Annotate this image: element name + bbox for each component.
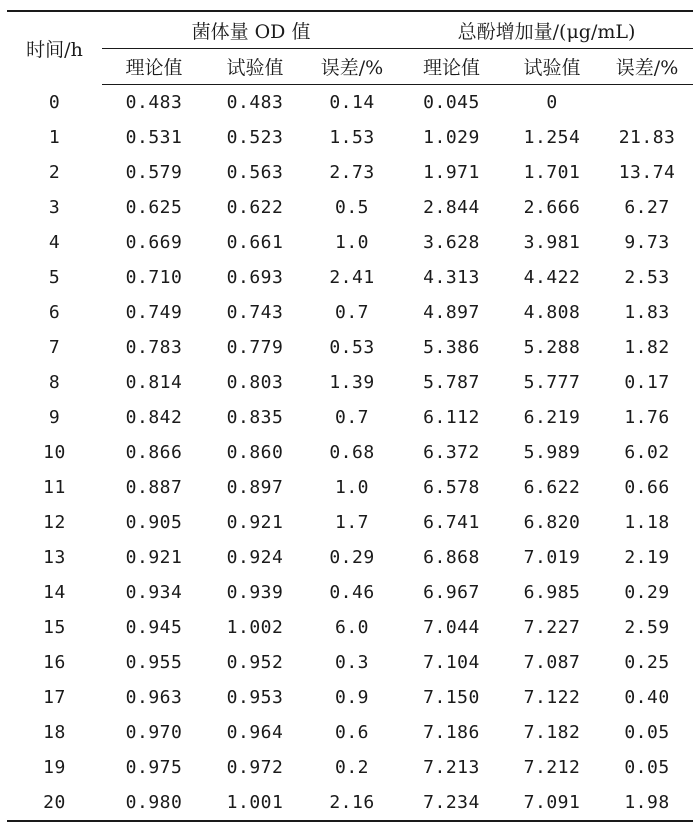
- time-cell: 6: [48, 302, 61, 323]
- phenol-theoretical-cell: 7.213: [423, 757, 480, 778]
- od-error-cell: 0.14: [329, 92, 375, 113]
- phenol-error-cell: 1.18: [624, 512, 670, 533]
- phenol-error-cell: 0.40: [624, 687, 670, 708]
- phenol-theoretical-cell: 7.104: [423, 652, 480, 673]
- phenol-error-header: 误差/%: [601, 49, 693, 85]
- time-cell: 4: [48, 232, 61, 253]
- phenol-error-cell: 0.17: [624, 372, 670, 393]
- table-row: [7, 155, 693, 190]
- time-cell: 15: [43, 617, 66, 638]
- od-theoretical-cell: 0.783: [125, 337, 183, 358]
- time-cell: 7: [48, 337, 61, 358]
- phenol-theoretical-cell: 1.029: [423, 127, 480, 148]
- od-error-cell: 1.53: [329, 127, 375, 148]
- phenol-experimental-cell: 1.254: [523, 127, 581, 148]
- time-cell: 19: [43, 757, 66, 778]
- time-column-header: 时间/h: [26, 38, 83, 61]
- table-row: [7, 470, 693, 505]
- table-row: [7, 575, 693, 610]
- phenol-error-cell: 9.73: [624, 232, 670, 253]
- od-error-cell: 2.16: [329, 792, 375, 813]
- table-row: [7, 190, 693, 225]
- od-theoretical-cell: 0.866: [125, 442, 183, 463]
- od-error-cell: 0.7: [335, 302, 370, 323]
- od-experimental-cell: 0.835: [226, 407, 284, 428]
- table-row: [7, 260, 693, 295]
- phenol-theoretical-cell: 6.578: [423, 477, 480, 498]
- od-experimental-cell: 0.952: [226, 652, 284, 673]
- od-theoretical-cell: 0.842: [125, 407, 183, 428]
- phenol-error-cell: 1.83: [624, 302, 670, 323]
- phenol-experimental-cell: 7.019: [523, 547, 581, 568]
- time-cell: 20: [43, 792, 66, 813]
- table-row: [7, 750, 693, 785]
- phenol-theoretical-cell: 7.186: [423, 722, 480, 743]
- table-row: [7, 225, 693, 260]
- phenol-experimental-cell: 7.182: [523, 722, 581, 743]
- od-error-cell: 1.0: [335, 477, 370, 498]
- od-error-cell: 0.9: [335, 687, 370, 708]
- phenol-experimental-header: 试验值: [503, 49, 601, 85]
- od-theoretical-cell: 0.579: [125, 162, 183, 183]
- time-cell: 8: [48, 372, 61, 393]
- phenol-theoretical-cell: 7.234: [423, 792, 480, 813]
- time-cell: 11: [43, 477, 66, 498]
- time-cell: 5: [48, 267, 61, 288]
- phenol-experimental-cell: 0: [546, 92, 558, 113]
- phenol-experimental-cell: 6.219: [523, 407, 581, 428]
- od-error-cell: 1.7: [335, 512, 370, 533]
- table-row: [7, 505, 693, 540]
- time-cell: 12: [43, 512, 66, 533]
- table-row: [7, 715, 693, 750]
- od-experimental-cell: 0.693: [226, 267, 284, 288]
- table-row: [7, 365, 693, 400]
- table-body: [7, 85, 693, 822]
- od-experimental-cell: 0.897: [226, 477, 284, 498]
- od-experimental-cell: 0.924: [226, 547, 284, 568]
- od-theoretical-cell: 0.905: [125, 512, 183, 533]
- od-theoretical-cell: 0.945: [125, 617, 183, 638]
- time-cell: 10: [43, 442, 66, 463]
- phenol-experimental-cell: 4.422: [523, 267, 581, 288]
- table-row: [7, 295, 693, 330]
- od-error-cell: 1.39: [329, 372, 375, 393]
- od-experimental-cell: 0.803: [226, 372, 284, 393]
- od-experimental-cell: 1.001: [226, 792, 284, 813]
- phenol-experimental-cell: 3.981: [523, 232, 581, 253]
- table-row: [7, 785, 693, 821]
- od-experimental-cell: 0.953: [226, 687, 284, 708]
- time-cell: 13: [43, 547, 66, 568]
- phenol-experimental-cell: 6.820: [523, 512, 581, 533]
- phenol-error-cell: 6.02: [624, 442, 670, 463]
- od-theoretical-cell: 0.669: [125, 232, 183, 253]
- od-theoretical-cell: 0.531: [125, 127, 183, 148]
- od-error-cell: 0.6: [335, 722, 370, 743]
- od-theoretical-cell: 0.934: [125, 582, 183, 603]
- od-error-cell: 0.7: [335, 407, 370, 428]
- od-theoretical-cell: 0.483: [125, 92, 183, 113]
- od-experimental-cell: 0.964: [226, 722, 284, 743]
- table-row: [7, 680, 693, 715]
- phenol-theoretical-cell: 2.844: [423, 197, 480, 218]
- od-experimental-cell: 1.002: [226, 617, 284, 638]
- phenol-experimental-cell: 7.212: [523, 757, 581, 778]
- phenol-theoretical-cell: 5.386: [423, 337, 480, 358]
- table-row: [7, 400, 693, 435]
- phenol-error-cell: 21.83: [618, 127, 676, 148]
- phenol-experimental-cell: 7.087: [523, 652, 581, 673]
- phenol-error-cell: 2.59: [624, 617, 670, 638]
- table-row: [7, 85, 693, 121]
- table-row: [7, 330, 693, 365]
- phenol-experimental-cell: 2.666: [523, 197, 581, 218]
- phenol-experimental-cell: 5.777: [523, 372, 581, 393]
- od-error-cell: 2.41: [329, 267, 375, 288]
- phenol-theoretical-cell: 6.741: [423, 512, 480, 533]
- od-experimental-cell: 0.939: [226, 582, 284, 603]
- phenol-error-cell: 0.66: [624, 477, 670, 498]
- od-error-cell: 0.3: [335, 652, 370, 673]
- od-experimental-cell: 0.483: [226, 92, 284, 113]
- od-error-cell: 6.0: [335, 617, 370, 638]
- phenol-experimental-cell: 7.122: [523, 687, 581, 708]
- time-cell: 9: [48, 407, 61, 428]
- phenol-error-cell: 1.82: [624, 337, 670, 358]
- time-cell: 16: [43, 652, 66, 673]
- phenol-error-cell: 0.25: [624, 652, 670, 673]
- phenol-error-cell: 13.74: [618, 162, 676, 183]
- od-error-cell: 0.68: [329, 442, 375, 463]
- od-theoretical-cell: 0.963: [125, 687, 183, 708]
- phenol-theoretical-cell: 5.787: [423, 372, 480, 393]
- data-table: [7, 10, 693, 822]
- od-theoretical-cell: 0.625: [125, 197, 183, 218]
- od-experimental-cell: 0.779: [226, 337, 284, 358]
- table-row: [7, 645, 693, 680]
- phenol-experimental-cell: 5.288: [523, 337, 581, 358]
- phenol-theoretical-cell: 6.967: [423, 582, 480, 603]
- od-error-cell: 0.46: [329, 582, 375, 603]
- phenol-experimental-cell: 6.622: [523, 477, 581, 498]
- time-cell: 2: [48, 162, 61, 183]
- phenol-theoretical-cell: 3.628: [423, 232, 480, 253]
- phenol-theoretical-cell: 6.868: [423, 547, 480, 568]
- od-experimental-cell: 0.743: [226, 302, 284, 323]
- table-row: [7, 610, 693, 645]
- time-cell: 18: [43, 722, 66, 743]
- phenol-experimental-cell: 7.227: [523, 617, 581, 638]
- od-experimental-cell: 0.921: [226, 512, 284, 533]
- od-group-header: 菌体量 OD 值: [102, 11, 400, 49]
- phenol-theoretical-cell: 7.044: [423, 617, 480, 638]
- od-theoretical-cell: 0.980: [125, 792, 183, 813]
- time-cell: 14: [43, 582, 66, 603]
- od-experimental-cell: 0.523: [226, 127, 284, 148]
- phenol-error-cell: 0.05: [624, 757, 670, 778]
- od-theoretical-cell: 0.710: [125, 267, 183, 288]
- phenol-experimental-cell: 4.808: [523, 302, 581, 323]
- od-theoretical-cell: 0.814: [125, 372, 183, 393]
- phenol-experimental-cell: 5.989: [523, 442, 581, 463]
- od-error-cell: 0.29: [329, 547, 375, 568]
- time-cell: 0: [48, 91, 61, 113]
- phenol-error-cell: 0.05: [624, 722, 670, 743]
- od-error-cell: 2.73: [329, 162, 375, 183]
- od-experimental-cell: 0.563: [226, 162, 284, 183]
- od-error-cell: 0.5: [335, 197, 370, 218]
- od-error-header: 误差/%: [304, 49, 400, 85]
- od-experimental-cell: 0.661: [226, 232, 284, 253]
- phenol-experimental-cell: 1.701: [523, 162, 581, 183]
- phenol-error-cell: 2.53: [624, 267, 670, 288]
- od-theoretical-cell: 0.975: [125, 757, 183, 778]
- phenol-group-header: 总酚增加量/(μg/mL): [400, 11, 693, 49]
- phenol-error-cell: 2.19: [624, 547, 670, 568]
- table-row: [7, 120, 693, 155]
- time-cell: 17: [43, 687, 66, 708]
- table-row: [7, 435, 693, 470]
- phenol-theoretical-cell: 6.112: [423, 407, 480, 428]
- phenol-error-cell: [601, 85, 693, 121]
- od-theoretical-cell: 0.887: [125, 477, 183, 498]
- od-theoretical-cell: 0.749: [125, 302, 183, 323]
- phenol-theoretical-cell: 0.045: [423, 92, 480, 113]
- od-error-cell: 0.2: [335, 757, 370, 778]
- phenol-theoretical-cell: 4.313: [423, 267, 480, 288]
- phenol-experimental-cell: 7.091: [523, 792, 581, 813]
- od-error-cell: 0.53: [329, 337, 375, 358]
- od-theoretical-cell: 0.921: [125, 547, 183, 568]
- od-experimental-header: 试验值: [206, 49, 304, 85]
- phenol-error-cell: 6.27: [624, 197, 670, 218]
- od-theoretical-cell: 0.955: [125, 652, 183, 673]
- phenol-theoretical-cell: 7.150: [423, 687, 480, 708]
- time-cell: 3: [48, 197, 61, 218]
- od-theoretical-cell: 0.970: [125, 722, 183, 743]
- phenol-theoretical-cell: 4.897: [423, 302, 480, 323]
- phenol-theoretical-header: 理论值: [400, 49, 503, 85]
- time-cell: 1: [48, 127, 61, 148]
- phenol-experimental-cell: 6.985: [523, 582, 581, 603]
- od-experimental-cell: 0.972: [226, 757, 284, 778]
- table-row: [7, 540, 693, 575]
- phenol-error-cell: 1.76: [624, 407, 670, 428]
- phenol-theoretical-cell: 1.971: [423, 162, 480, 183]
- od-experimental-cell: 0.860: [226, 442, 284, 463]
- phenol-theoretical-cell: 6.372: [423, 442, 480, 463]
- od-theoretical-header: 理论值: [102, 49, 206, 85]
- phenol-error-cell: 0.29: [624, 582, 670, 603]
- od-experimental-cell: 0.622: [226, 197, 284, 218]
- phenol-error-cell: 1.98: [624, 792, 670, 813]
- od-error-cell: 1.0: [335, 232, 370, 253]
